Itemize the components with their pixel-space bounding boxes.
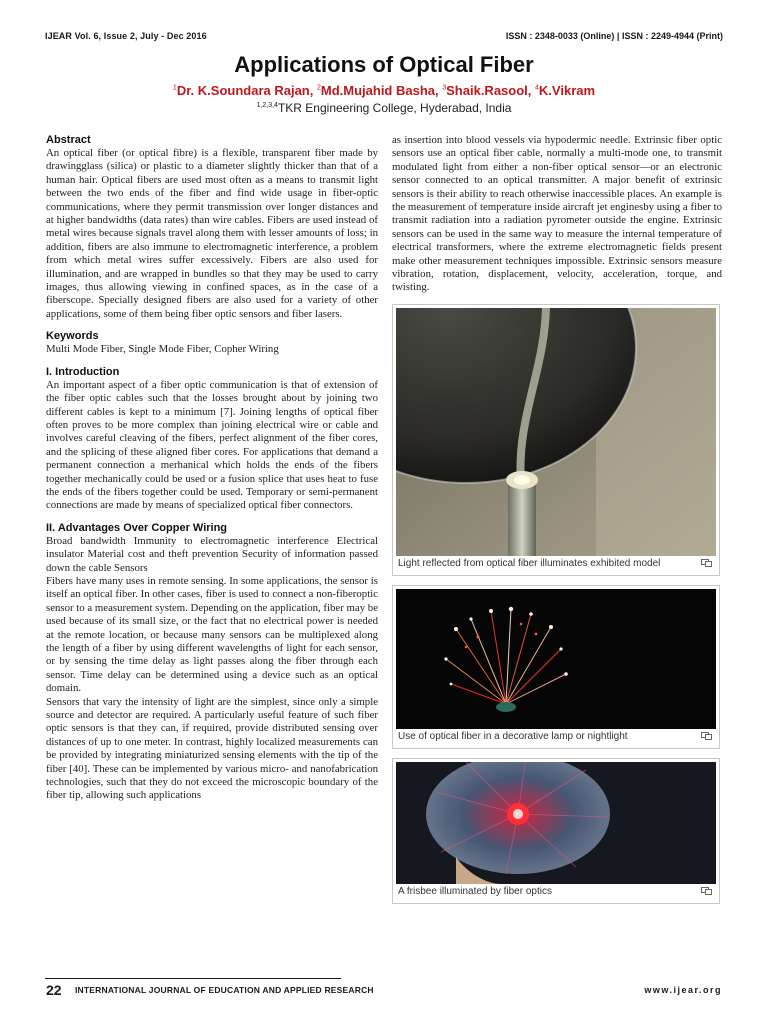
author-2-sup: 2: [316, 84, 321, 92]
fiber-lamp-illustration: [396, 589, 716, 729]
figure-3-caption: [396, 884, 716, 900]
enlarge-icon[interactable]: [701, 732, 712, 740]
figure-frisbee: [392, 758, 720, 904]
sensors-paragraph-2: Sensors that vary the intensity of light are the simplest, since only a simple source and detector are required. A particularly useful feature of such fiber optic sensors is that they can, if required, provide distributed sensing over distances of up to one meter. In contrast, highly localized measurements can be provided by integrating miniaturized sensing elements with the tip of the fiber [40]. These can be implemented by various micro- and nanofabrication technologies, such that they do not exceed the microscopic boundary of the fiber tip, allowing such applications: [46, 695, 378, 802]
author-4-sup: 4: [535, 84, 539, 92]
author-2-name: Md.Mujahid Basha,: [320, 83, 443, 98]
introduction-text: An important aspect of a fiber optic communication is that of extension of the fiber optic cables such that the losses brought about by joining two different cables is kept to a minimum [7]. Joining lengths of optical fiber often proves to be more complex than joining electrical wire or cable and involves careful cleaving of the fibers, perfect alignment of the fiber cores, and the splicing of these aligned fiber cores. For applications that demand a permanent connection a merhanical which holds the ends of the fibers together mechanically could be used or a fusion splice that uses heat to fuse the ends of the fibers together could be used. Temporary or semi-permanent connections are made by means of specialized optical fiber connectors.: [46, 378, 378, 512]
frisbee-image: [396, 762, 716, 884]
figure-1-caption: [396, 556, 716, 572]
enlarge-icon[interactable]: [701, 887, 712, 895]
enlarge-icon[interactable]: [701, 559, 712, 567]
author-3-sup: 3: [442, 84, 447, 92]
affiliation-sup: 1,2,3,4: [256, 102, 278, 109]
author-list: [0, 83, 768, 98]
author-4-name: K.Vikram: [538, 83, 596, 98]
right-column: [392, 134, 722, 904]
keywords-heading: Keywords: [46, 330, 99, 343]
extrinsic-sensors-text: as insertion into blood vessels via hypodermic needle. Extrinsic fiber optic sensors use an optical fiber cable, normally a multi-mode one, to transmit modulated light from either a non-fiber optical sensor—or an electronic sensor connected to an optical transmitter. A major benefit of extrinsic sensors is their ability to reach otherwise inaccessible places. An example is the measurement of temperature inside aircraft jet enginesby using a fiber to transmit radiation into a radiation pyrometer outside the engine. Extrinsic sensors can be used in the same way to measure the internal temperature of electrical transformers, where the extreme electromagnetic fields present make other measurement techniques impossible. Extrinsic sensors measure vibration, rotation, displacement, velocity, acceleration, torque, and twisting.: [392, 134, 722, 294]
advantages-heading: II. Advantages Over Copper Wiring: [46, 521, 228, 534]
abstract-text: An optical fiber (or optical fibre) is a flexible, transparent fiber made by drawingglass (silica) or plastic to a diameter slightly thicker than that of a human hair. Optical fibers are used most often as a means to transmit light between the two ends of the fiber and find wide usage in fiber-optic communications, where they permit transmission over longer distances and at higher bandwidths (data rates) than wire cables. Fibers are used instead of metal wires because signals travel along them with lesser amounts of loss; in addition, fibers are also immune to electromagnetic interference, a problem from which metal wires suffer excessively. Fibers are also used for illumination, and are wrapped in bundles so that they may be used to carry images, thus allowing viewing in confined spaces, as in the case of a fiberscope. Specially designed fibers are also used for a variety of other applications, some of them being fiber optic sensors and fiber lasers.: [46, 147, 378, 320]
frisbee-illustration: [396, 762, 716, 884]
author-1-name: Dr. K.Soundara Rajan,: [176, 83, 317, 98]
left-column: [46, 134, 378, 803]
figure-decorative-lamp: [392, 585, 720, 749]
decorative-lamp-image: [396, 589, 716, 729]
footer-journal-name: INTERNATIONAL JOURNAL OF EDUCATION AND APPLIED RESEARCH: [75, 985, 374, 995]
footer-website[interactable]: www.ijear.org: [644, 985, 722, 995]
sensors-paragraph-1: Fibers have many uses in remote sensing. In some applications, the sensor is itself an optical fiber. In other cases, fiber is used to connect a non-fiberoptic sensor to a measurement system. Depending on the application, fiber may be used because of its small size, or the fact that no electrical power is needed at the remote location, or because many sensors can be multiplexed along the length of a fiber by using different wavelengths of light for each sensor, or by sensing the time delay as light passes along the fiber through each sensor. Time delay can be determined using a device such as an optical domain.: [46, 574, 378, 695]
figure-3-caption-text: A frisbee illuminated by fiber optics: [398, 885, 552, 897]
figure-2-caption-text: Use of optical fiber in a decorative lamp or nightlight: [398, 730, 628, 742]
author-1-sup: 1: [172, 84, 177, 92]
affiliation-text: TKR Engineering College, Hyderabad, India: [277, 101, 512, 115]
keywords-text: Multi Mode Fiber, Single Mode Fiber, Copher Wiring: [46, 343, 279, 356]
advantages-line-1: Broad bandwidth Immunity to electromagnetic interference Electrical insulator Material cost and theft prevention Security of information passed down the cable Sensors: [46, 534, 378, 574]
affiliation: [0, 101, 768, 115]
footer-rule: [45, 978, 341, 979]
page-number: 22: [46, 982, 62, 998]
abstract-heading: Abstract: [46, 134, 91, 146]
issn-header-right: ISSN : 2348-0033 (Online) | ISSN : 2249-4944 (Print): [505, 31, 723, 41]
fiber-model-illustration: [396, 308, 716, 556]
figure-2-caption: [396, 729, 716, 745]
paper-title: Applications of Optical Fiber: [234, 52, 534, 77]
fiber-model-image: [396, 308, 716, 556]
journal-header-left: IJEAR Vol. 6, Issue 2, July - Dec 2016: [45, 31, 207, 41]
introduction-heading: I. Introduction: [46, 365, 120, 378]
author-3-name: Shaik.Rasool,: [446, 83, 536, 98]
figure-fiber-model: [392, 304, 720, 576]
figure-1-caption-text: Light reflected from optical fiber illuminates exhibited model: [398, 557, 661, 569]
